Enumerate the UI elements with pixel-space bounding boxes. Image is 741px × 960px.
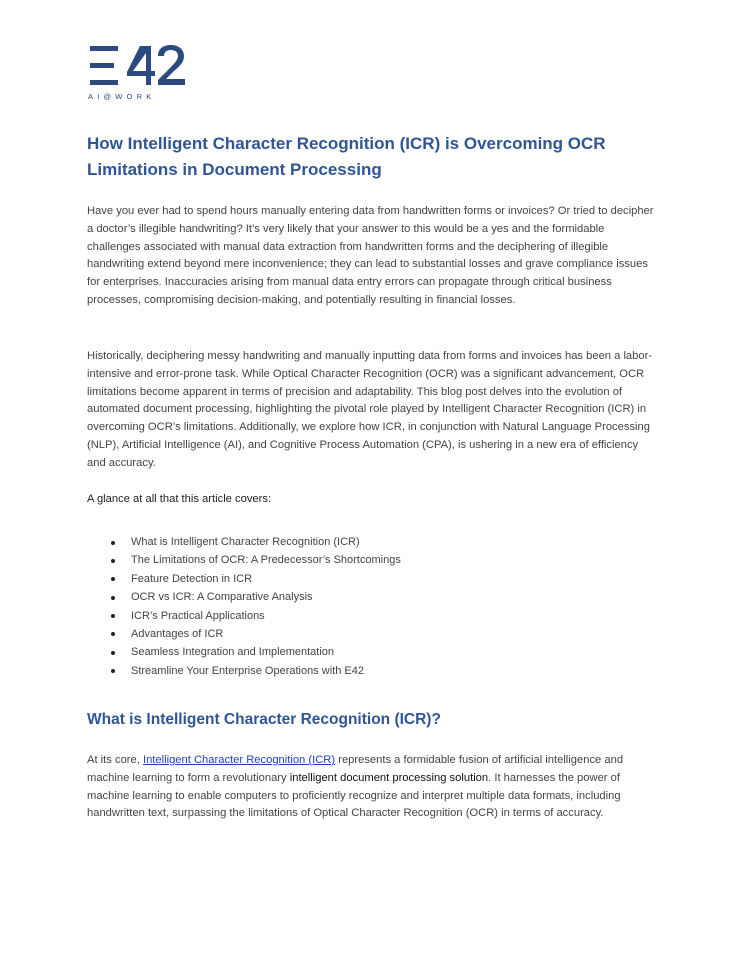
bullet-icon [111,596,115,600]
bullet-icon [111,541,115,545]
bullet-icon [111,577,115,581]
toc-item[interactable]: Feature Detection in ICR [87,570,401,588]
section-heading: What is Intelligent Character Recognition (ICR)? [87,711,441,728]
toc-item[interactable]: Advantages of ICR [87,625,401,643]
table-of-contents [87,533,401,680]
toc-item[interactable]: Streamline Your Enterprise Operations with E42 [87,662,401,680]
bullet-icon [111,559,115,563]
bullet-icon [111,669,115,673]
intro-paragraph-2: Historically, deciphering messy handwriting and manually inputting data from forms and invoices has been a labor-intensive and error-prone task. While Optical Character Recognition (OCR) was a significant advancement, OCR limitations become apparent in terms of precision and adaptability. This blog post delves into the evolution of automated document processing, highlighting the pivotal role played by Intelligent Character Recognition (ICR) in overcoming OCR’s limitations. Additionally, we explore how ICR, in conjunction with Natural Language Processing (NLP), Artificial Intelligence (AI), and Cognitive Process Automation (CPA), is ushering in a new era of efficiency and accuracy. [87,350,653,469]
e42-logo[interactable] [88,44,188,104]
section-paragraph: At its core, Intelligent Character Recognition (ICR) represents a formidable fusion of artificial intelligence and machine learning to form a revolutionary intelligent document processing solution. It harnesses the power of machine learning to enable computers to proficiently recognize and interpret multiple data formats, including handwritten text, surpassing the limitations of Optical Character Recognition (OCR) in terms of accuracy. [87,754,624,820]
glance-label: A glance at all that this article covers: [87,493,272,505]
toc-item[interactable]: What is Intelligent Character Recognition (ICR) [87,533,401,551]
intro-paragraph-1: Have you ever had to spend hours manually entering data from handwritten forms or invoices? Or tried to decipher a doctor’s illegible handwriting? It’s very likely that your answer to this would be a yes and the formidable challenges associated with manual data extraction from handwritten forms and the deciphering of illegible handwriting extend beyond mere inconvenience; they can lead to substantial losses and grave compliance issues for enterprises. Inaccuracies arising from manual data entry errors can propagate through critical business processes, compromising decision-making, and potentially resulting in financial losses. [87,205,654,306]
toc-item[interactable]: Seamless Integration and Implementation [87,643,401,661]
e42-logo-mark [88,44,188,88]
logo-tagline: AI@WORK [88,92,156,101]
toc-item[interactable]: ICR’s Practical Applications [87,607,401,625]
toc-item[interactable]: OCR vs ICR: A Comparative Analysis [87,588,401,606]
icr-link[interactable]: Intelligent Character Recognition (ICR) [142,754,336,766]
bullet-icon [111,651,115,655]
article-title: How Intelligent Character Recognition (ICR) is Overcoming OCR Limitations in Document Processing [87,134,606,179]
bullet-icon [111,632,115,636]
bullet-icon [111,614,115,618]
idp-solution-text: intelligent document processing solution [289,771,489,784]
toc-item[interactable]: The Limitations of OCR: A Predecessor’s Shortcomings [87,551,401,569]
